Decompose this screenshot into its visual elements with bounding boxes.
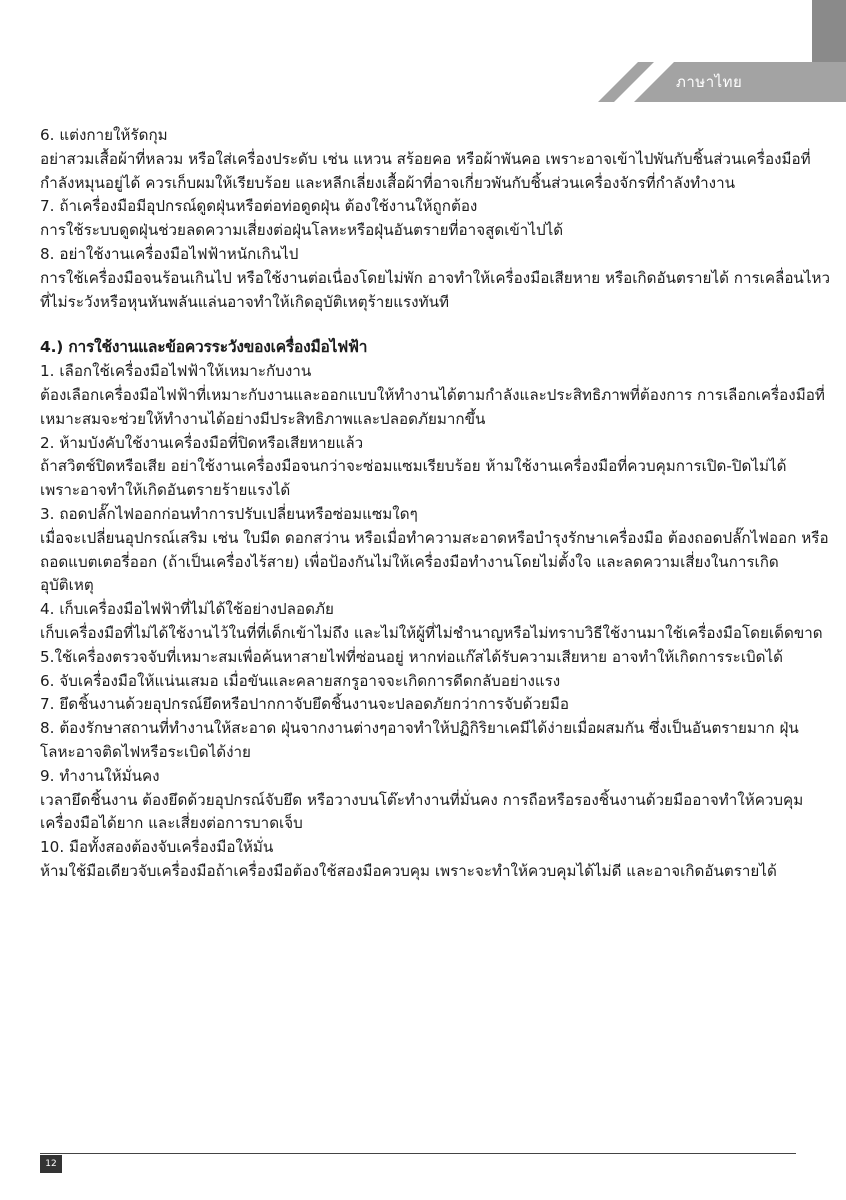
body-paragraph: การใช้เครื่องมือจนร้อนเกินไป หรือใช้งานต่อเนื่องโดยไม่พัก อาจทำให้เครื่องมือเสียหาย หรือเกิดอันตรายได้ การเคลื่อนไหวที่ไม่ระวังหรือหุนหันพลันแล่นอาจทำให้เกิดอุบัติเหตุร้ายแรงทันที [40, 268, 830, 311]
corner-tab [812, 0, 846, 62]
body-paragraph: เก็บเครื่องมือที่ไม่ได้ใช้งานไว้ในที่ที่เด็กเข้าไม่ถึง และไม่ให้ผู้ที่ไม่ชำนาญหรือไม่ทราบวิธีใช้งานมาใช้เครื่องมือโดยเด็ดขาด [40, 623, 823, 642]
list-item: 7. ยึดชิ้นงานด้วยอุปกรณ์ยึดหรือปากกาจับยึดชิ้นงานจะปลอดภัยกว่าการจับด้วยมือ [40, 695, 570, 714]
body-paragraph: 5.ใช้เครื่องตรวจจับที่เหมาะสมเพื่อค้นหาสายไฟที่ซ่อนอยู่ หากท่อแก๊สได้รับความเสียหาย อาจทำให้เกิดการระเบิดได้ [40, 647, 784, 666]
page-number: 12 [40, 1155, 62, 1173]
list-item: 4. เก็บเครื่องมือไฟฟ้าที่ไม่ได้ใช้อย่างปลอดภัย [40, 600, 334, 619]
list-item: 1. เลือกใช้เครื่องมือไฟฟ้าให้เหมาะกับงาน [40, 362, 312, 381]
list-item: 2. ห้ามบังคับใช้งานเครื่องมือที่ปิดหรือเสียหายแล้ว [40, 433, 364, 452]
list-item: 3. ถอดปลั๊กไฟออกก่อนทำการปรับเปลี่ยนหรือซ่อมแซมใดๆ [40, 504, 418, 523]
list-item: 10. มือทั้งสองต้องจับเครื่องมือให้มั่น [40, 838, 274, 857]
list-item: 8. อย่าใช้งานเครื่องมือไฟฟ้าหนักเกินไป [40, 244, 299, 263]
list-item: 9. ทำงานให้มั่นคง [40, 766, 160, 785]
list-item: 6. จับเครื่องมือให้แน่นเสมอ เมื่อขันและคลายสกรูอาจจะเกิดการดีดกลับอย่างแรง [40, 671, 561, 690]
body-paragraph: 8. ต้องรักษาสถานที่ทำงานให้สะอาด ฝุ่นจากงานต่างๆอาจทำให้ปฏิกิริยาเคมีได้ง่ายเมื่อผสมกัน ซึ่งเป็นอันตรายมาก ฝุ่น โลหะอาจติดไฟหรือระเบิดได้ง่าย [40, 719, 799, 761]
body-paragraph: ห้ามใช้มือเดียวจับเครื่องมือถ้าเครื่องมือต้องใช้สองมือควบคุม เพราะจะทำให้ควบคุมได้ไม่ดี และอาจเกิดอันตรายได้ [40, 861, 777, 880]
body-paragraph: ต้องเลือกเครื่องมือไฟฟ้าที่เหมาะกับงานและออกแบบให้ทำงานได้ตามกำลังและประสิทธิภาพที่ต้องการ การเลือกเครื่องมือที่เหมาะสมจะช่วยให้ทำงานได้อย่างมีประสิทธิภาพและปลอดภัยมากขึ้น [40, 385, 825, 428]
list-item: 6. แต่งกายให้รัดกุม [40, 126, 168, 144]
body-paragraph: เมื่อจะเปลี่ยนอุปกรณ์เสริม เช่น ใบมีด ดอกสว่าน หรือเมื่อทำความสะอาดหรือบำรุงรักษาเครื่องมือ ต้องถอดปลั๊กไฟออก หรือถอดแบตเตอรี่ออก (ถ้าเป็นเครื่องไร้สาย) เพื่อป้องกันไม่ให้เครื่องมือทำงานโดยไม่ตั้งใจ และลดความเสี่ยงในการเกิดอุบัติเหตุ [40, 528, 829, 595]
body-paragraph: เวลายึดชิ้นงาน ต้องยึดด้วยอุปกรณ์จับยึด หรือวางบนโต๊ะทำงานที่มั่นคง การถือหรือรองชิ้นงานด้วยมืออาจทำให้ควบคุมเครื่องมือได้ยาก และเสี่ยงต่อการบาดเจ็บ [40, 790, 804, 833]
page-content [40, 124, 830, 884]
body-paragraph: การใช้ระบบดูดฝุ่นช่วยลดความเสี่ยงต่อฝุ่นโลหะหรือฝุ่นอันตรายที่อาจสูดเข้าไปได้ [40, 221, 564, 240]
list-item: 7. ถ้าเครื่องมือมีอุปกรณ์ดูดฝุ่นหรือต่อท่อดูดฝุ่น ต้องใช้งานให้ถูกต้อง [40, 197, 478, 216]
section-heading: 4.) การใช้งานและข้อควรระวังของเครื่องมือไฟฟ้า [40, 338, 368, 357]
footer-rule [40, 1153, 796, 1154]
body-paragraph: ถ้าสวิตช์ปิดหรือเสีย อย่าใช้งานเครื่องมือจนกว่าจะซ่อมแซมเรียบร้อย ห้ามใช้งานเครื่องมือที่ควบคุมการเปิด-ปิดไม่ได้ เพราะอาจทำให้เกิดอันตรายร้ายแรงได้ [40, 457, 787, 500]
body-paragraph: อย่าสวมเสื้อผ้าที่หลวม หรือใส่เครื่องประดับ เช่น แหวน สร้อยคอ หรือผ้าพันคอ เพราะอาจเข้าไปพันกับชิ้นส่วนเครื่องมือที่กำลังหมุนอยู่ได้ ควรเก็บผมให้เรียบร้อย และหลีกเลี่ยงเสื้อผ้าที่อาจเกี่ยวพันกับชิ้นส่วนเครื่องจักรที่กำลังทำงาน [40, 149, 811, 192]
language-label: ภาษาไทย [676, 73, 743, 91]
